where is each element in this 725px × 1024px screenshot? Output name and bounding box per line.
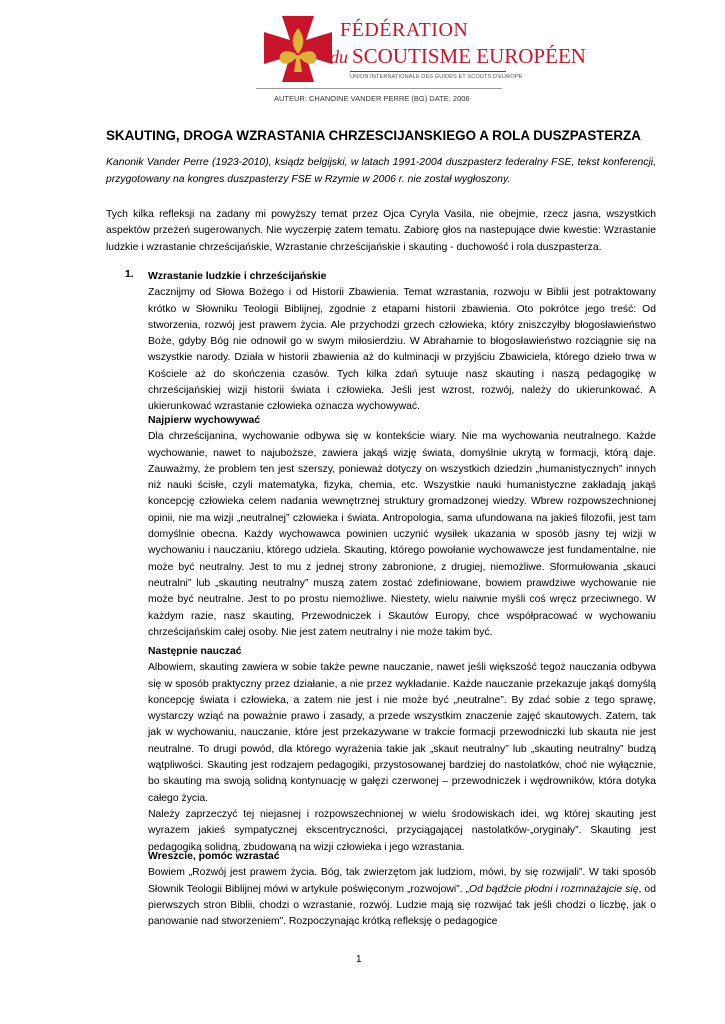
logo-du: du xyxy=(330,47,348,67)
section-4-body-a: Bowiem „Rozwój jest prawem życia. Bóg, tak zwierzętom jak ludziom, mówi, by się rozwijali”. W taki sposób Słownik Teologii Biblijnej mówi w artykule poświęconym „rozwojowi”. „ xyxy=(148,867,656,895)
section-1 xyxy=(148,269,656,416)
section-3 xyxy=(148,644,656,856)
section-1-heading: Wzrastanie ludzkie i chrześcijańskie xyxy=(148,271,327,282)
document-title: SKAUTING, DROGA WZRASTANIA CHRZESCIJANSKIEGO A ROLA DUSZPASTERZA xyxy=(106,128,641,143)
opening-paragraph: Tych kilka refleksji na zadany mi powyższy temat przez Ojca Cyryla Vasila, nie obejmie, rzecz jasna, wszystkich aspektów przeżeń sugerowanych. Nie wyczerpię zatem tematu. Zabiorę głos na nastepujące dwie kwestie: Wzrastanie ludzkie i wzrastanie chrześcijańskie, Wzrastanie chrześcijańskie i skauting - duchowość i rola duszpasterza. xyxy=(106,209,656,253)
author-date-line: AUTEUR: CHANOINE VANDER PERRE (BG) DATE: 2006 xyxy=(274,94,470,103)
section-3-heading: Następnie nauczać xyxy=(148,646,242,657)
logo-title-scoutisme xyxy=(330,44,586,69)
logo-subtitle: UNION INTERNATIONALE DES GUIDES ET SCOUTS D'EUROPE xyxy=(350,74,523,80)
page-number: 1 xyxy=(356,954,362,965)
section-1-body: Zacznijmy od Słowa Bożego i od Historii Zbawienia. Temat wzrastania, rozwoju w Biblii jest potraktowany krótko w Słowniku Teologii Biblijnej, zgodnie z etapami historii zbawienia. Oto pokrótce jego treść: Od stworzenia, rozwój jest prawem życia. Ale przychodzi grzech człowieka, który zniszczyłby błogosławieństwo Boże, gdyby Bóg nie odnowił go w swym miłosierdziu. W Abrahamie to błogosławieństwo rozciągnie się na wszystkie narody. Działa w historii zbawienia aż do kulminacji w przyjściu Zbawiciela, którego dzieło trwa w Kościele aż do skończenia czasów. Tych kilka zdań sytuuje nasz skauting i naszą pedagogikę w chrześcijańskiej wizji historii świata i człowieka. Jeśli jest wzrost, rozwój, należy do ukierunkować. A ukierunkować wzrastanie człowieka oznacza wychowywać. xyxy=(148,287,656,413)
header-divider xyxy=(256,88,502,89)
intro-paragraph: Kanonik Vander Perre (1923-2010), ksiądz belgijski, w latach 1991-2004 duszpasterz federalny FSE, tekst konferencji, przygotowany na kongres duszpasterzy FSE w Rzymie w 2006 r. nie został wygłoszony. xyxy=(106,157,656,185)
logo-divider xyxy=(350,71,506,72)
section-2-body: Dla chrześcijanina, wychowanie odbywa się w kontekście wiary. Nie ma wychowania neutralnego. Każde wychowanie, nawet to najuboższe, zawiera jakąś wizję świata, domyślnie ukrytą w formacji, którą daje. Zauważmy, że problem ten jest szerszy, ponieważ dotyczy on wszystkich dziedzin „humanistycznych” innych niż nauki ścisłe, czyli matematyka, fizyka, chemia, etc. Wszystkie nauki humanistyczne zakładają jakąś koncepcję człowieka celem nadania wewnętrznej struktury gromadzonej wiedzy. Wbrew rozpowszechnionej opinii, nie ma wizji „neutralnej” człowieka i świata. Antropologia, sama ufundowana na jakieś filozofii, jest tam domyślnie obecna. Każdy wychowawca powinien uczynić wysiłek ukazania w sposób jasny tej wizji w wychowaniu i nauczaniu, którego udziela. Skauting, którego powołanie wychowawcze jest fundamentalne, nie może być neutralny. Jest to mu z jednej strony zabronione, z drugiej, niemożliwe. Sformułowania „skauci neutralni” lub „skauting neutralny” muszą zatem zostać zdefiniowane, bowiem prawdziwe wychowanie nie może być neutralne. Jest to po prostu niemożliwe. Niestety, wielu naiwnie myśli coś wręcz przeciwnego. W każdym razie, nasz skauting, Przewodniczek i Skautów Europy, chce współpracować w wychowaniu chrześcijańskim całej osoby. Nie jest zatem neutralny i nie może takim być. xyxy=(148,431,656,638)
section-4-heading: Wreszcie, pomóc wzrastać xyxy=(148,851,280,862)
fse-logo xyxy=(256,14,586,90)
fleur-de-lis-cross-icon xyxy=(256,14,340,84)
section-2 xyxy=(148,413,656,641)
section-4-body-b: , od pierwszych stron Biblii, chodzi o wzrastanie, rozwój. Ludzie mają się rozwijać tak jeśli chodzi o liczbę, jak o panowanie nad stworzeniem”. Rozpoczynając krótką refleksję o pedagogice xyxy=(148,883,656,928)
section-3-body-2: Należy zaprzeczyć tej niejasnej i rozpowszechnionej w wielu środowiskach idei, wg której skauting jest wyrazem jakieś sympatycznej ekscentryczności, przyciągającej nastolatków-„oryginały”. Skauting jest pedagogiką solidną, zbudowaną na wizji człowieka i jego wzrastania. xyxy=(148,808,656,853)
logo-title-federation: FÉDÉRATION xyxy=(340,19,469,41)
logo-title-scoutisme-text: SCOUTISME EUROPÉEN xyxy=(352,44,586,68)
section-4 xyxy=(148,849,656,930)
section-4-body-italic: Od bądźcie płodni i rozmnażajcie się xyxy=(469,883,639,895)
section-2-heading: Najpierw wychowywać xyxy=(148,415,261,426)
section-3-body-1: Albowiem, skauting zawiera w sobie także pewne nauczanie, nawet jeśli większość tegoż nauczania odbywa się w sposób praktyczny przez działanie, a nie przez wykładanie. Każde nauczanie przekazuje jakąś domyślą koncepcję świata i człowieka, a zatem nie jest i nie może być „neutralne”. By zdać sobie z tego sprawę, wystarczy wziąć na poważnie prawo i zasady, a przede wszystkim znaczenie zajęć skautowych. Zatem, tak jak w wychowaniu, nauczanie, które jest przekazywane w trakcie formacji przewodniczki lub skauta nie jest neutralne. To drugi powód, dla którego wyrażenia takie jak „skaut neutralny” lub „skauting neutralny” budzą wątpliwości. Skauting jest rodzajem pedagogiki, przystosowanej bardziej do nastolatków, choć nie wyłącznie, bo skauting ma swoją solidną kontynuację w gałęzi czerwonej – przewodniczek i wędrowników, która dotyka całego życia. xyxy=(148,662,656,804)
section-4-body xyxy=(148,865,656,930)
section-number: 1. xyxy=(125,269,134,280)
